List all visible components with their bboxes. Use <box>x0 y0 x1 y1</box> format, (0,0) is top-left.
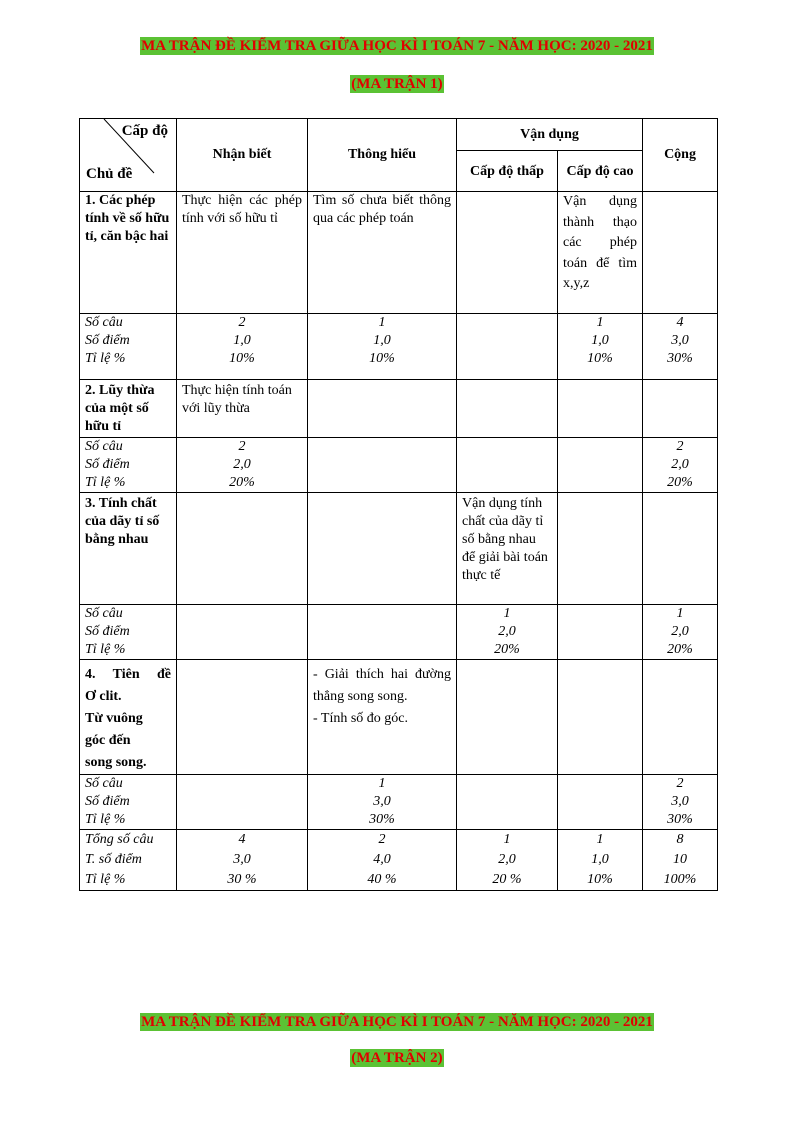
header-level: Cấp độ <box>121 123 168 139</box>
table-row <box>80 660 718 775</box>
document-title: MA TRẬN ĐỀ KIỂM TRA GIỮA HỌC KÌ I TOÁN 7 - NĂM HỌC: 2020 - 2021 <box>141 38 653 54</box>
topic-3-recognize <box>177 493 308 605</box>
stat-apply-high: 1 1,0 10% <box>558 314 643 380</box>
topic-2-recognize: Thực hiện tính toán với lũy thừa <box>177 380 308 438</box>
stat-recognize: 2 1,0 10% <box>177 314 308 380</box>
stat-labels: Số câu Số điểm Tỉ lệ % <box>80 314 177 380</box>
table-row <box>80 192 718 314</box>
topic-2-apply-high <box>558 380 643 438</box>
header-recognize: Nhận biết <box>177 119 308 192</box>
header-apply-high: Cấp độ cao <box>558 151 643 192</box>
stat-understand: 1 3,0 30% <box>308 775 457 830</box>
stats-row <box>80 438 718 493</box>
topic-3-total <box>643 493 718 605</box>
header-apply-low: Cấp độ thấp <box>457 151 558 192</box>
total-total: 8 10 100% <box>643 830 718 891</box>
topic-1-apply-low <box>457 192 558 314</box>
stat-labels: Số câu Số điểm Tỉ lệ % <box>80 605 177 660</box>
stat-total: 1 2,0 20% <box>643 605 718 660</box>
stat-apply-low: 1 2,0 20% <box>457 605 558 660</box>
header-understand: Thông hiểu <box>308 119 457 192</box>
totals-row <box>80 830 718 891</box>
corner-header-cell <box>80 119 177 192</box>
topic-4-apply-low <box>457 660 558 775</box>
stat-apply-low <box>457 314 558 380</box>
topic-4-understand: - Giải thích hai đường thẳng song song. - Tính số đo góc. <box>308 660 457 775</box>
stat-apply-low <box>457 438 558 493</box>
stat-recognize <box>177 775 308 830</box>
table-row <box>80 380 718 438</box>
total-labels: Tổng số câu T. số điểm Tỉ lệ % <box>80 830 177 891</box>
header-topic: Chủ đề <box>86 166 133 182</box>
stat-recognize <box>177 605 308 660</box>
topic-1-understand: Tìm số chưa biết thông qua các phép toán <box>308 192 457 314</box>
matrix-table <box>79 118 718 891</box>
stat-understand <box>308 605 457 660</box>
stat-total: 2 2,0 20% <box>643 438 718 493</box>
stat-total: 2 3,0 30% <box>643 775 718 830</box>
second-document-subtitle: (MA TRẬN 2) <box>351 1050 443 1066</box>
topic-2: 2. Lũy thừa của một số hữu tỉ <box>80 380 177 438</box>
total-recognize: 4 3,0 30 % <box>177 830 308 891</box>
stat-understand: 1 1,0 10% <box>308 314 457 380</box>
topic-4-total <box>643 660 718 775</box>
topic-1-total <box>643 192 718 314</box>
topic-4-apply-high <box>558 660 643 775</box>
topic-3: 3. Tính chất của dãy tỉ số bằng nhau <box>80 493 177 605</box>
header-total: Cộng <box>643 119 718 192</box>
topic-1-apply-high: Vận dụng thành thạo các phép toán để tìm x,y,z <box>558 192 643 314</box>
stat-recognize: 2 2,0 20% <box>177 438 308 493</box>
second-document-title: MA TRẬN ĐỀ KIỂM TRA GIỮA HỌC KÌ I TOÁN 7 - NĂM HỌC: 2020 - 2021 <box>141 1014 653 1030</box>
topic-1: 1. Các phép tính về số hữu tỉ, căn bậc hai <box>80 192 177 314</box>
topic-4-recognize <box>177 660 308 775</box>
stats-row <box>80 605 718 660</box>
topic-4: 4. Tiên đề Ơ clit. Từ vuông góc đến song song. <box>80 660 177 775</box>
header-apply: Vận dụng <box>457 119 643 151</box>
stat-understand <box>308 438 457 493</box>
topic-2-total <box>643 380 718 438</box>
stat-labels: Số câu Số điểm Tỉ lệ % <box>80 775 177 830</box>
stats-row <box>80 314 718 380</box>
stat-apply-high <box>558 775 643 830</box>
topic-2-apply-low <box>457 380 558 438</box>
stats-row <box>80 775 718 830</box>
stat-total: 4 3,0 30% <box>643 314 718 380</box>
topic-3-understand <box>308 493 457 605</box>
document-subtitle: (MA TRẬN 1) <box>351 76 443 92</box>
total-apply-low: 1 2,0 20 % <box>457 830 558 891</box>
stat-apply-high <box>558 605 643 660</box>
stat-labels: Số câu Số điểm Tỉ lệ % <box>80 438 177 493</box>
table-row <box>80 493 718 605</box>
topic-3-apply-low: Vận dụng tính chất của dãy tỉ số bằng nhau để giải bài toán thực tế <box>457 493 558 605</box>
topic-2-understand <box>308 380 457 438</box>
stat-apply-low <box>457 775 558 830</box>
topic-1-recognize: Thực hiện các phép tính với số hữu tỉ <box>177 192 308 314</box>
topic-3-apply-high <box>558 493 643 605</box>
total-apply-high: 1 1,0 10% <box>558 830 643 891</box>
total-understand: 2 4,0 40 % <box>308 830 457 891</box>
stat-apply-high <box>558 438 643 493</box>
